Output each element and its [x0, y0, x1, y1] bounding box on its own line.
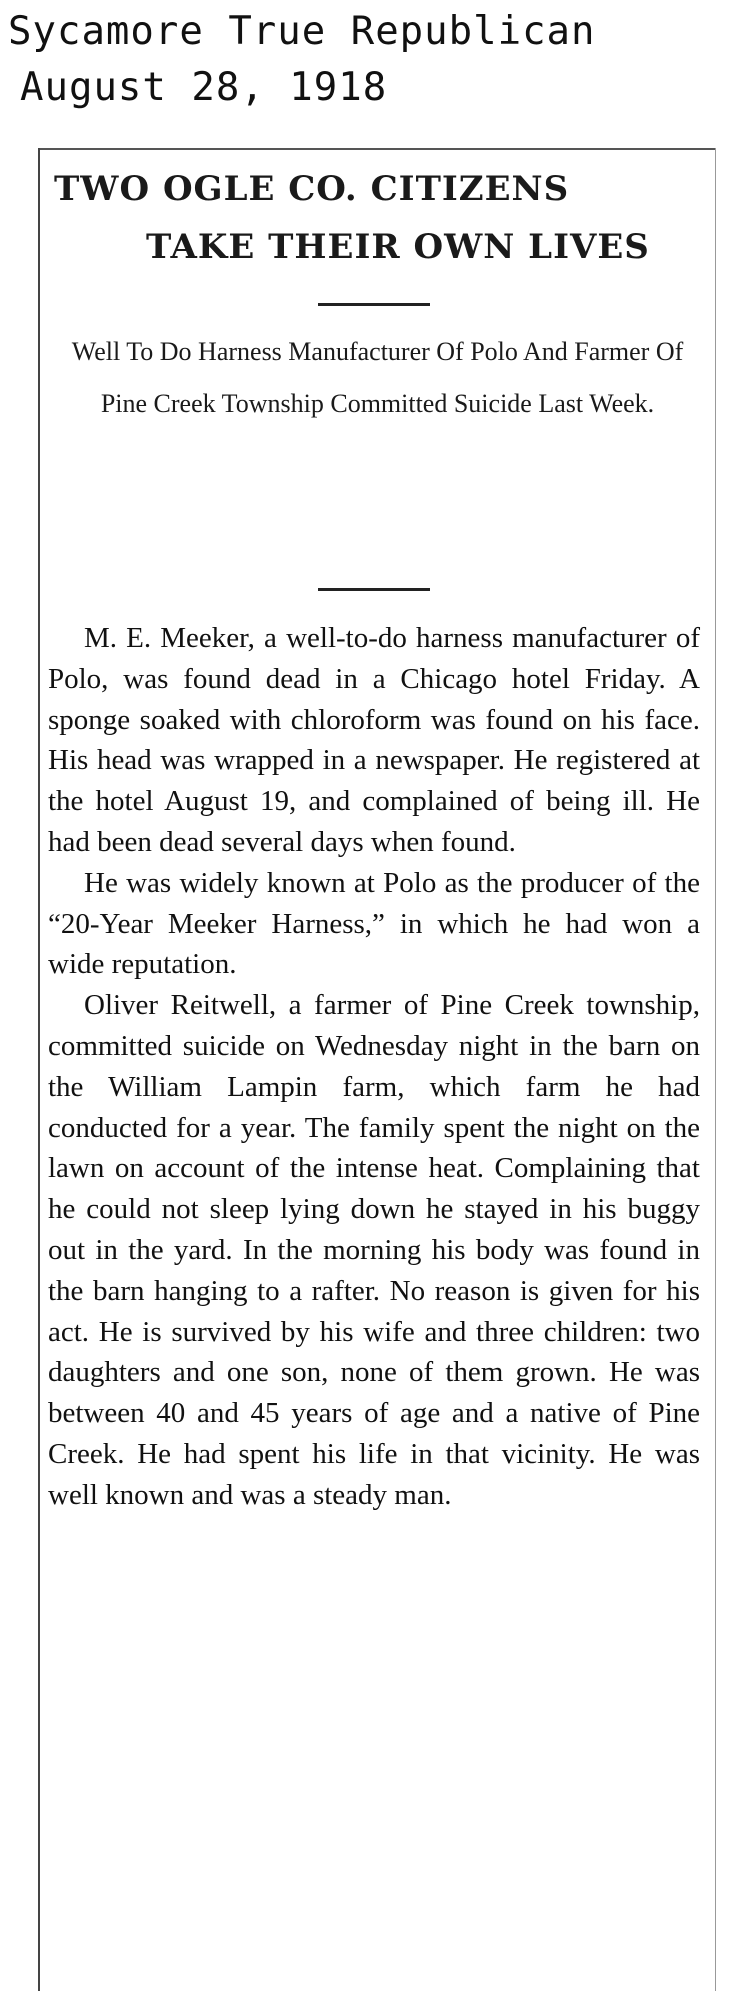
publication-date: August 28, 1918 [20, 65, 388, 110]
article-paragraph: He was widely known at Polo as the producer of the “20-Year Meeker Harness,” in which he had won a wide reputation. [48, 866, 700, 981]
headline-divider [318, 303, 430, 306]
headline-line-2: TAKE THEIR OWN LIVES [146, 227, 650, 267]
headline-line-1: TWO OGLE CO. CITIZENS [54, 169, 570, 209]
article-body [48, 618, 700, 1516]
article-paragraph: M. E. Meeker, a well-to-do harness manufacturer of Polo, was found dead in a Chicago hotel Friday. A sponge soaked with chloroform was found on his face. His head was wrapped in a newspaper. He registered at the hotel August 19, and complained of being ill. He had been dead several days when found. [48, 622, 700, 858]
subheadline-divider [318, 588, 430, 591]
newspaper-clipping [38, 148, 716, 1991]
column-top-rule [40, 148, 715, 150]
article-paragraph: Oliver Reitwell, a farmer of Pine Creek township, committed suicide on Wednesday night in the barn on the William Lampin farm, which farm he had conducted for a year. The family spent the night on the lawn on account of the intense heat. Complaining that he could not sleep lying down he stayed in his buggy out in the yard. In the morning his body was found in the barn hanging to a rafter. No reason is given for his act. He is survived by his wife and three children: two daughters and one son, none of them grown. He was between 40 and 45 years of age and a native of Pine Creek. He had spent his life in that vicinity. He was well known and was a steady man. [48, 989, 700, 1511]
source-label [8, 4, 596, 116]
headline [48, 160, 708, 276]
subheadline: Well To Do Harness Manufacturer Of Polo And Farmer Of Pine Creek Township Committed Suicide Last Week. [71, 337, 684, 418]
newspaper-name: Sycamore True Republican [8, 9, 596, 54]
